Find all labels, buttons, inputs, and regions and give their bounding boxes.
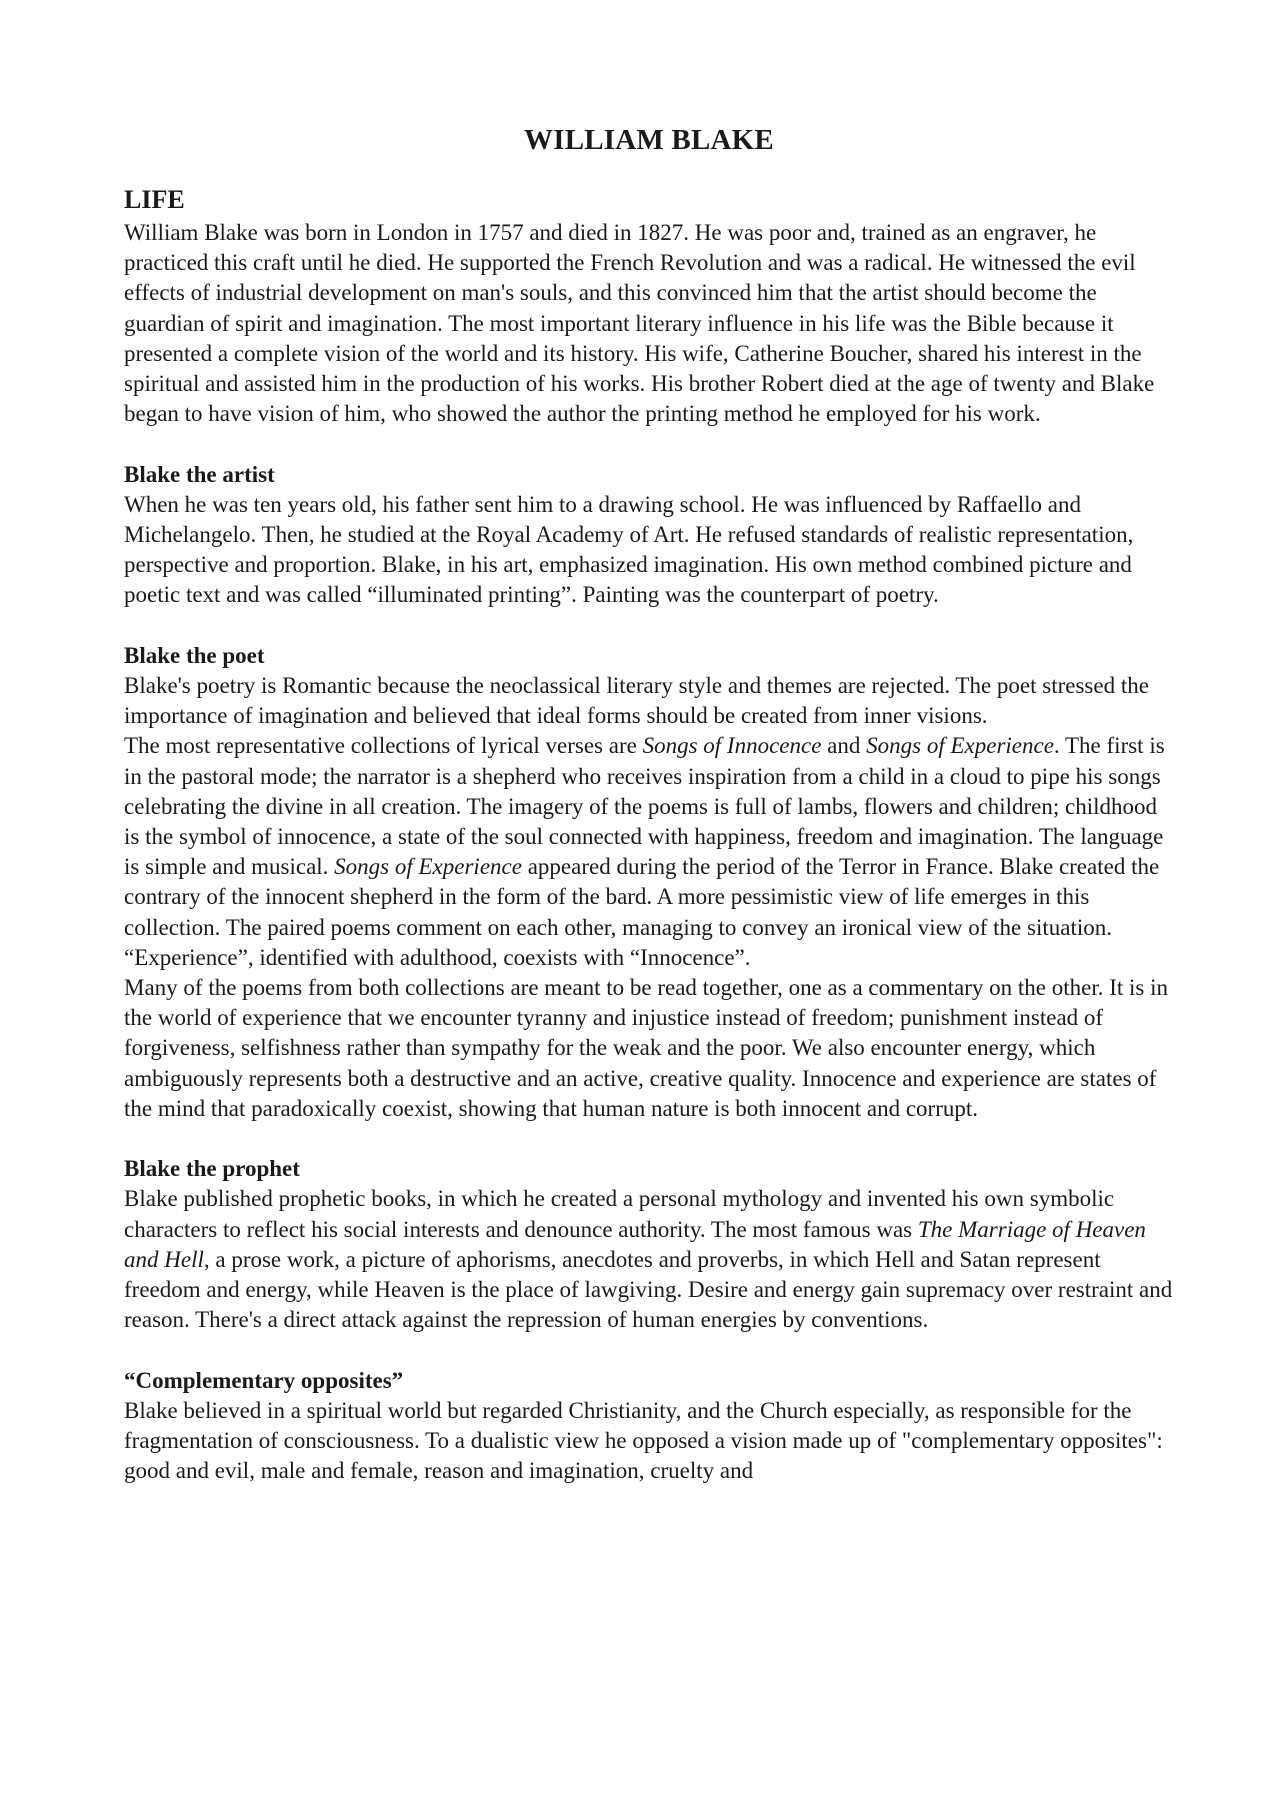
document-page xyxy=(124,120,1174,1486)
poet-p2-title-experience: Songs of Experience xyxy=(866,733,1054,759)
prophet-heading: Blake the prophet xyxy=(124,1156,300,1182)
prophet-title-marriage: The Marriage of Heaven and Hell xyxy=(124,1216,1146,1272)
opposites-section xyxy=(124,1366,1174,1487)
opposites-heading: “Complementary opposites” xyxy=(124,1367,404,1393)
life-section xyxy=(124,182,1174,429)
opposites-paragraph: Blake believed in a spiritual world but regarded Christianity, and the Church especially, as responsible for the fragmentation of consciousness. To a dualistic view he opposed a vision made up of "complementary opposites": good and evil, male and female, reason and imagination, cruelty and xyxy=(124,1397,1163,1484)
poet-paragraph-3: Many of the poems from both collections are meant to be read together, one as a commentary on the other. It is in the world of experience that we encounter tyranny and injustice instead of freedom; punishment instead of forgiveness, selfishness rather than sympathy for the weak and the poor. We also encounter energy, which ambiguously represents both a destructive and an active, creative quality. Innocence and experience are states of the mind that paradoxically coexist, showing that human nature is both innocent and corrupt. xyxy=(124,975,1168,1121)
poet-paragraph-2 xyxy=(124,731,1174,973)
artist-heading: Blake the artist xyxy=(124,461,275,487)
poet-p2-text-4: appeared during the period of the Terror in France. Blake created the contrary of the innocent shepherd in the form of the bard. A more pessimistic view of life emerges in this collection. The paired poems comment on each other, managing to convey an ironical view of the situation. “Experience”, identified with adulthood, coexists with “Innocence”. xyxy=(124,854,1160,970)
poet-p2-title-experience-2: Songs of Experience xyxy=(334,854,522,880)
prophet-text-1: Blake published prophetic books, in which he created a personal mythology and invented his own symbolic characters to reflect his social interests and denounce authority. The most famous was xyxy=(124,1186,1115,1242)
poet-p2-text-3: . The first is in the pastoral mode; the narrator is a shepherd who receives inspiration from a child in a cloud to pipe his songs celebrating the divine in all creation. The imagery of the poems is full of lambs, flowers and children; childhood is the symbol of innocence, a state of the soul connected with happiness, freedom and imagination. The language is simple and musical. xyxy=(124,733,1165,880)
document-title: WILLIAM BLAKE xyxy=(524,124,774,156)
poet-p2-text-1: The most representative collections of lyrical verses are xyxy=(124,733,643,759)
artist-paragraph: When he was ten years old, his father sent him to a drawing school. He was influenced by Raffaello and Michelangelo. Then, he studied at the Royal Academy of Art. He refused standards of realistic representation, perspective and proportion. Blake, in his art, emphasized imagination. His own method combined picture and poetic text and was called “illuminated printing”. Painting was the counterpart of poetry. xyxy=(124,491,1134,608)
life-heading: LIFE xyxy=(124,185,185,214)
poet-paragraph-1: Blake's poetry is Romantic because the neoclassical literary style and themes are rejected. The poet stressed the importance of imagination and believed that ideal forms should be created from inner visions. xyxy=(124,673,1149,729)
poet-p2-title-innocence: Songs of Innocence xyxy=(642,733,822,759)
prophet-text-2: , a prose work, a picture of aphorisms, anecdotes and proverbs, in which Hell and Satan represent freedom and energy, while Heaven is the place of lawgiving. Desire and energy gain supremacy over restraint and reason. There's a direct attack against the repression of human energies by conventions. xyxy=(124,1246,1173,1333)
life-paragraph: William Blake was born in London in 1757 and died in 1827. He was poor and, trained as an engraver, he practiced this craft until he died. He supported the French Revolution and was a radical. He witnessed the evil effects of industrial development on man's souls, and this convinced him that the artist should become the guardian of spirit and imagination. The most important literary influence in his life was the Bible because it presented a complete vision of the world and its history. His wife, Catherine Boucher, shared his interest in the spiritual and assisted him in the production of his works. His brother Robert died at the age of twenty and Blake began to have vision of him, who showed the author the printing method he employed for his work. xyxy=(124,220,1155,427)
prophet-paragraph xyxy=(124,1184,1174,1335)
poet-heading: Blake the poet xyxy=(124,642,265,668)
poet-section xyxy=(124,641,1174,1124)
prophet-section xyxy=(124,1154,1174,1335)
artist-section xyxy=(124,460,1174,611)
poet-p2-text-2: and xyxy=(821,733,867,759)
